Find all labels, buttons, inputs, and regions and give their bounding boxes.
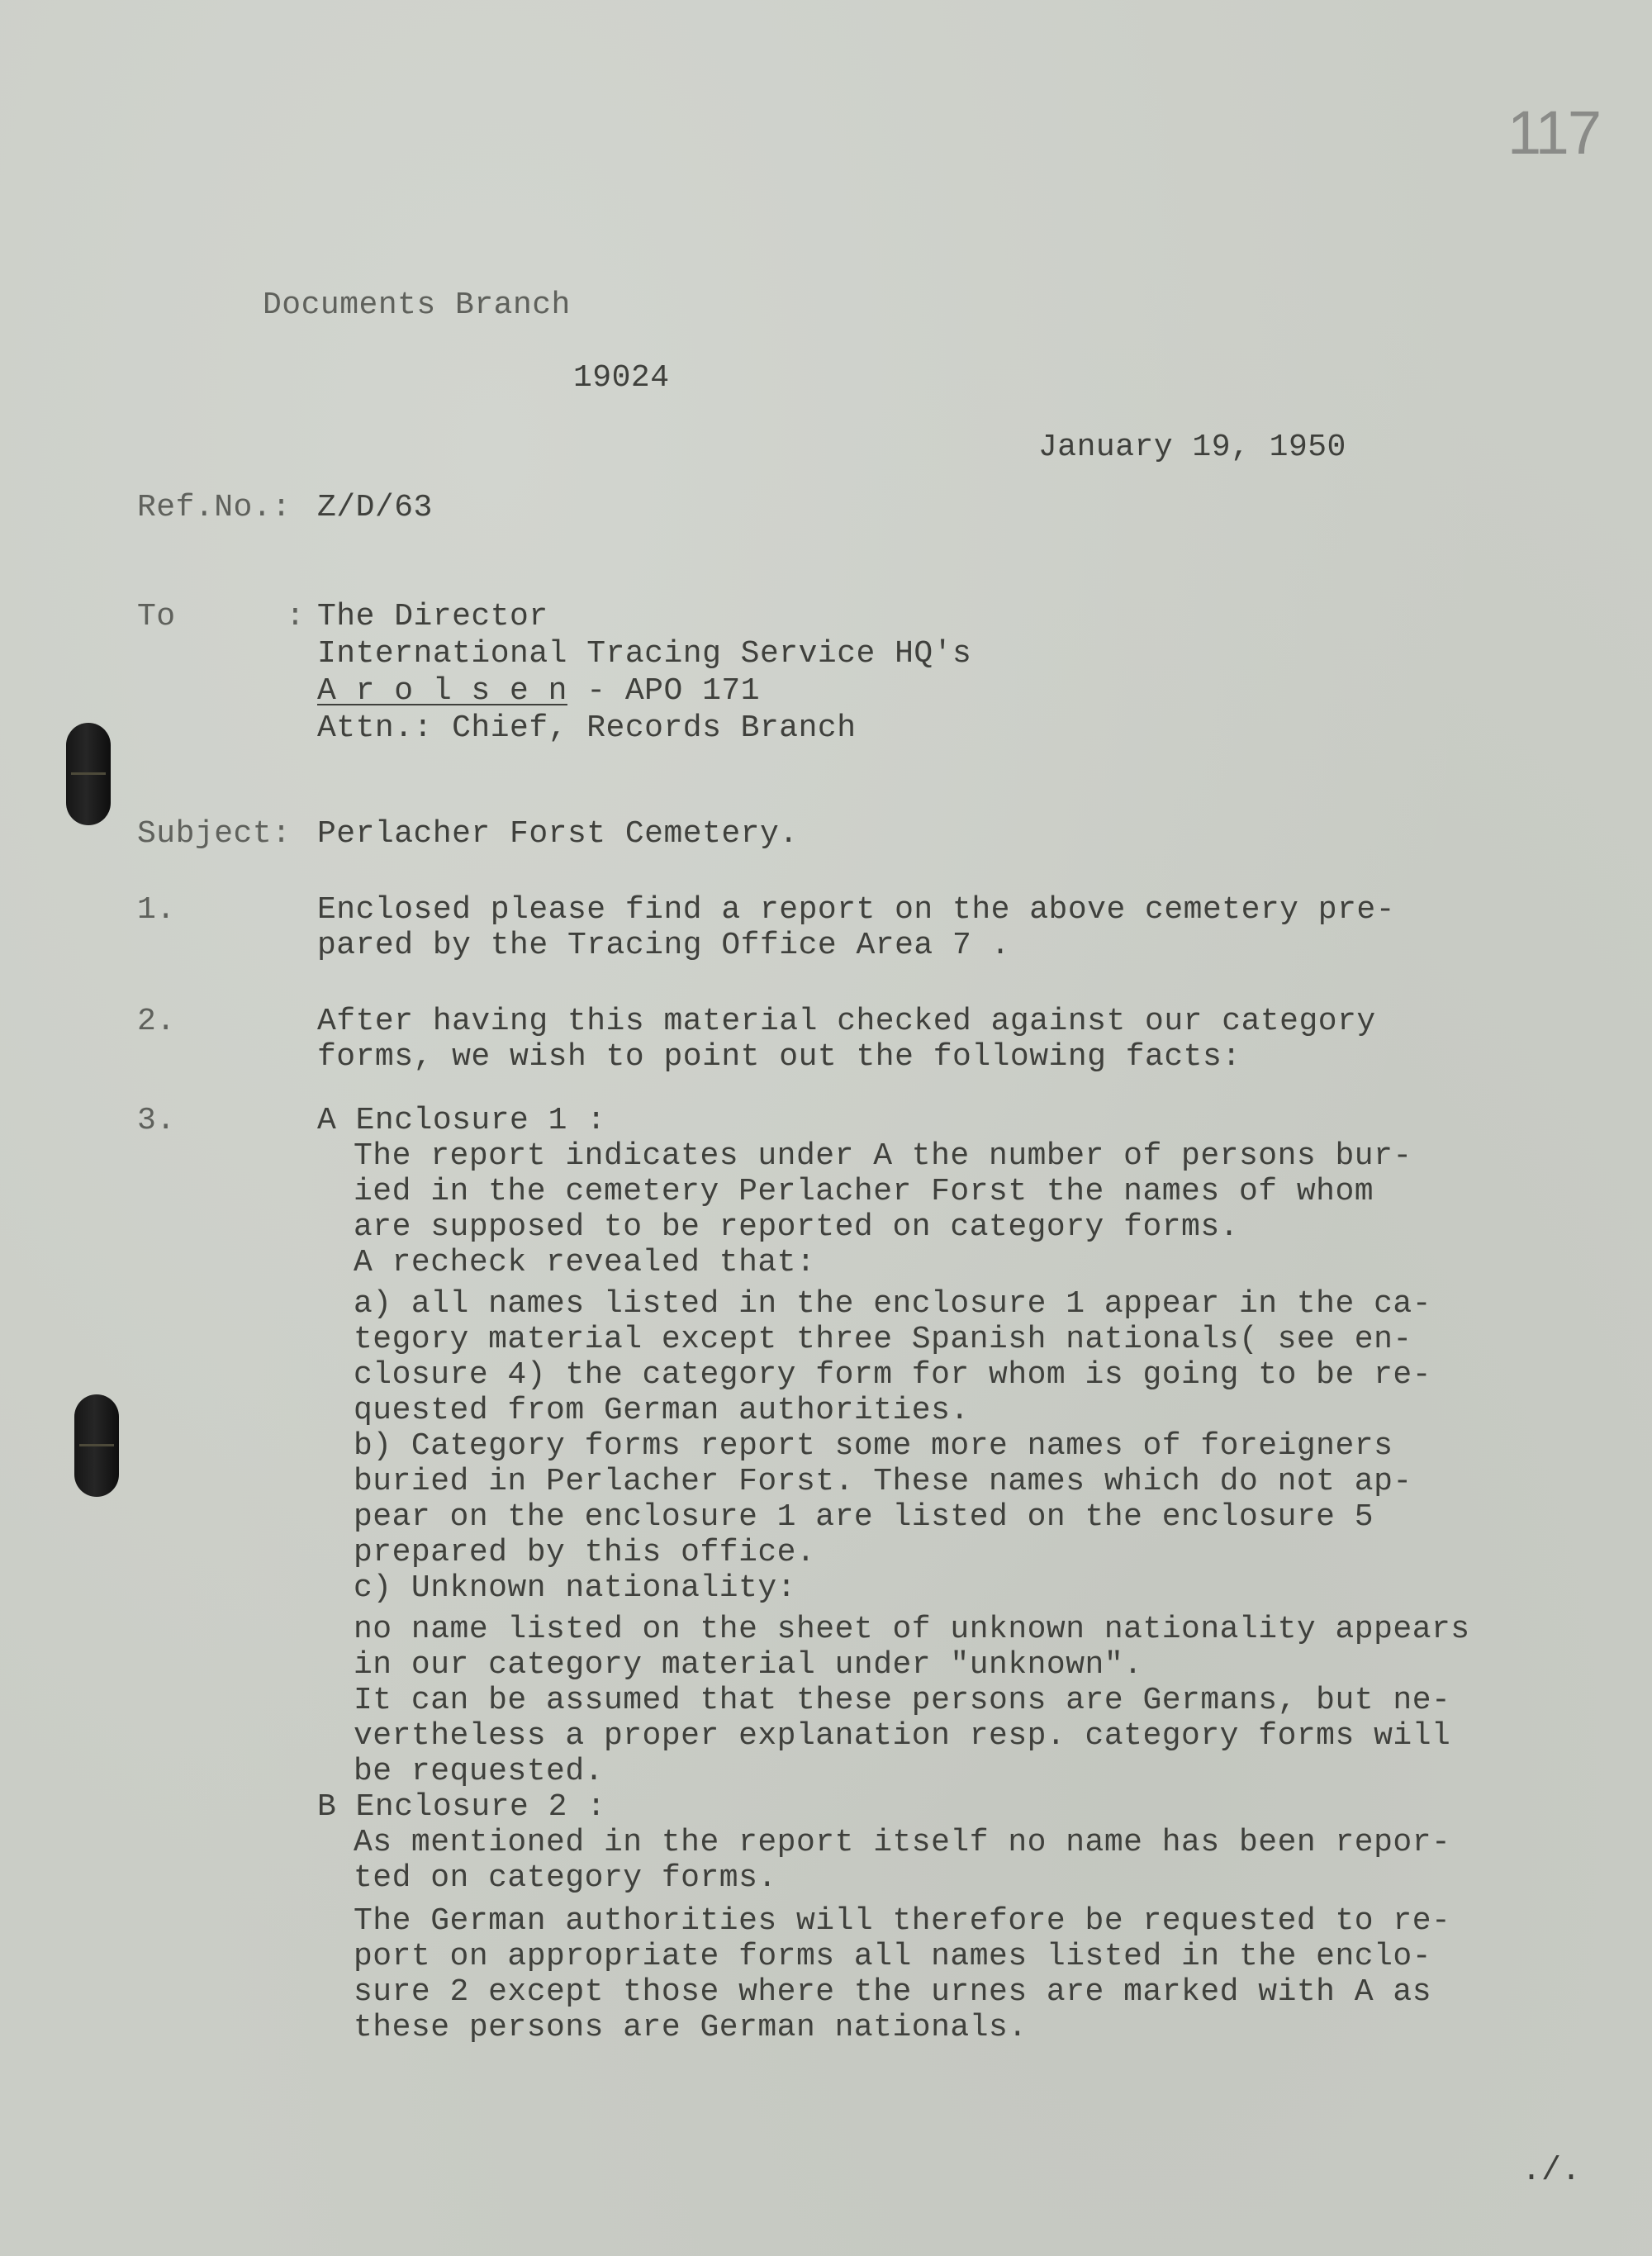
subject-label: Subject: xyxy=(137,816,292,852)
section-a-line: pear on the enclosure 1 are listed on the enclosure 5 xyxy=(354,1499,1374,1535)
section-a-heading: A Enclosure 1 : xyxy=(317,1103,606,1138)
section-a-line: b) Category forms report some more names of foreigners xyxy=(354,1428,1393,1464)
ref-label: Ref.No.: xyxy=(137,490,292,525)
page-number: 117 xyxy=(1507,98,1600,167)
section-a-line: buried in Perlacher Forst. These names which do not ap- xyxy=(354,1464,1412,1499)
punch-hole-top xyxy=(66,723,111,825)
file-number: 19024 xyxy=(573,360,670,396)
section-a-line: The report indicates under A the number of persons bur- xyxy=(354,1138,1412,1174)
paragraph-1-line: pared by the Tracing Office Area 7 . xyxy=(317,928,1010,963)
section-a-line: prepared by this office. xyxy=(354,1535,816,1570)
recipient-location: A r o l s e n xyxy=(317,673,567,709)
letter-date: January 19, 1950 xyxy=(1038,430,1346,465)
department: Documents Branch xyxy=(263,287,571,323)
section-b-line: ted on category forms. xyxy=(354,1860,777,1896)
punch-hole-bottom xyxy=(74,1394,119,1497)
section-a-line: be requested. xyxy=(354,1754,604,1789)
section-a-line: in our category material under "unknown". xyxy=(354,1647,1143,1683)
paragraph-1-line: Enclosed please find a report on the above cemetery pre- xyxy=(317,892,1396,928)
to-label: To xyxy=(137,599,176,634)
section-a-line: closure 4) the category form for whom is going to be re- xyxy=(354,1357,1432,1393)
ref-number: Z/D/63 xyxy=(317,490,433,525)
section-b-line: port on appropriate forms all names listed in the enclo- xyxy=(354,1939,1432,1974)
section-a-line: a) all names listed in the enclosure 1 appear in the ca- xyxy=(354,1286,1432,1322)
section-b-line: As mentioned in the report itself no name has been repor- xyxy=(354,1825,1451,1860)
paragraph-2-number: 2. xyxy=(137,1004,176,1039)
section-a-line: quested from German authorities. xyxy=(354,1393,970,1428)
section-a-line: A recheck revealed that: xyxy=(354,1245,816,1280)
section-b-line: sure 2 except those where the urnes are marked with A as xyxy=(354,1974,1432,2010)
recipient-organization: International Tracing Service HQ's xyxy=(317,636,972,672)
paragraph-3-number: 3. xyxy=(137,1103,176,1138)
subject-text: Perlacher Forst Cemetery. xyxy=(317,816,799,852)
continuation-mark: ./. xyxy=(1521,2153,1582,2190)
section-a-line: tegory material except three Spanish nationals( see en- xyxy=(354,1322,1412,1357)
paragraph-2-line: After having this material checked against our category xyxy=(317,1004,1376,1039)
section-a-line: no name listed on the sheet of unknown nationality appears xyxy=(354,1612,1470,1647)
to-colon: : xyxy=(286,599,306,634)
recipient-attention: Attn.: Chief, Records Branch xyxy=(317,710,857,746)
section-b-line: these persons are German nationals. xyxy=(354,2010,1028,2045)
paragraph-2-line: forms, we wish to point out the following facts: xyxy=(317,1039,1241,1075)
paragraph-1-number: 1. xyxy=(137,892,176,928)
section-a-line: ied in the cemetery Perlacher Forst the names of whom xyxy=(354,1174,1374,1209)
section-b-line: The German authorities will therefore be requested to re- xyxy=(354,1903,1451,1939)
section-b-heading: B Enclosure 2 : xyxy=(317,1789,606,1825)
section-a-line: It can be assumed that these persons are Germans, but ne- xyxy=(354,1683,1451,1718)
section-a-line: vertheless a proper explanation resp. category forms will xyxy=(354,1718,1451,1754)
recipient-name: The Director xyxy=(317,599,548,634)
section-a-line: c) Unknown nationality: xyxy=(354,1570,796,1606)
recipient-location-line xyxy=(317,673,760,709)
recipient-apo: - APO 171 xyxy=(586,673,760,709)
section-a-line: are supposed to be reported on category forms. xyxy=(354,1209,1239,1245)
